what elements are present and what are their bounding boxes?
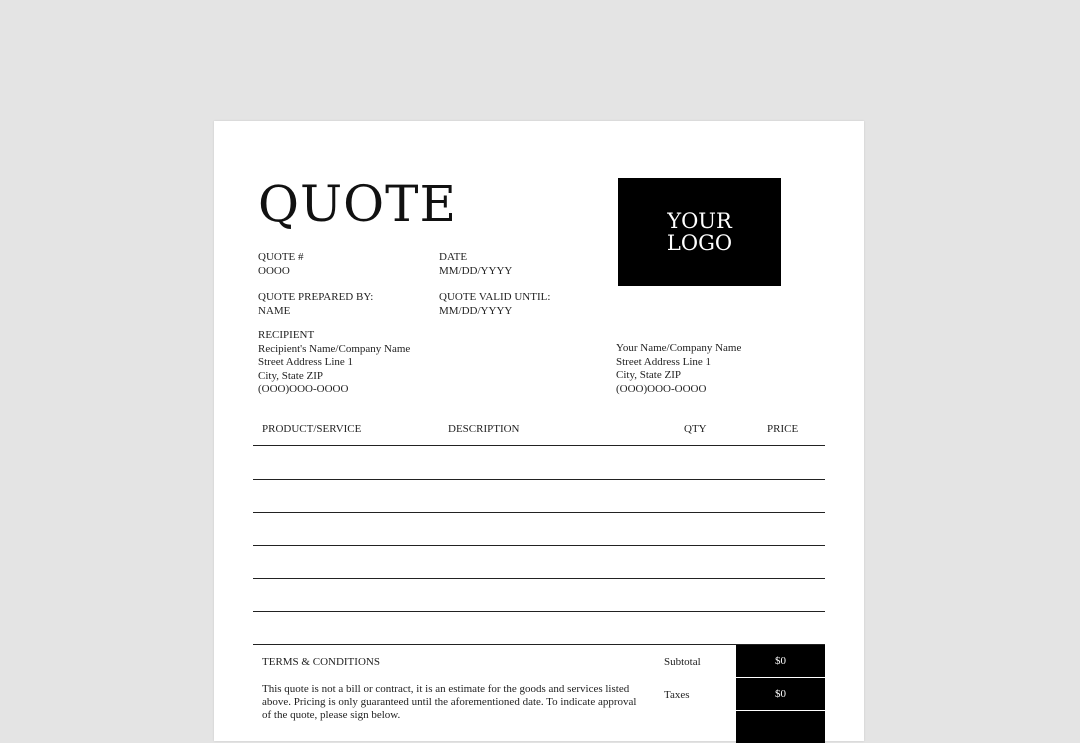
column-header-price: PRICE [767,423,799,435]
quote-number-field [258,251,304,278]
prepared-by-label: QUOTE PREPARED BY: [258,291,374,303]
prepared-by-value: NAME [258,304,291,317]
table-row-rule [253,512,825,513]
terms-label: TERMS & CONDITIONS [262,656,380,668]
taxes-value: $0 [775,688,786,700]
table-row-rule [253,479,825,480]
sender-name: Your Name/Company Name [616,342,742,354]
sender-block [616,342,741,396]
recipient-street: Street Address Line 1 [258,356,354,368]
sender-street: Street Address Line 1 [616,355,712,368]
date-value: MM/DD/YYYY [439,264,513,277]
recipient-label: RECIPIENT [258,329,315,341]
subtotal-value-cell [736,645,825,677]
sender-phone: (OOO)OOO-OOOO [616,382,707,395]
terms-body: This quote is not a bill or contract, it is an estimate for the goods and services listed above. Pricing is only guaranteed until the aforementioned date. To indicate approval of the quote, please sign below. [262,683,637,721]
recipient-name: Recipient's Name/Company Name [258,342,411,355]
recipient-city: City, State ZIP [258,369,323,382]
document-title: QUOTE [258,175,457,233]
logo-placeholder [618,178,781,286]
table-row-rule [253,611,825,612]
sender-city: City, State ZIP [616,369,681,381]
quote-document [214,121,864,741]
valid-until-label: QUOTE VALID UNTIL: [439,291,551,303]
subtotal-label: Subtotal [664,656,701,668]
valid-until-value: MM/DD/YYYY [439,304,513,317]
logo-text: YOUR LOGO [666,209,733,255]
valid-until-field [439,291,550,318]
taxes-value-cell [736,678,825,710]
recipient-block [258,329,410,397]
column-header-product: PRODUCT/SERVICE [262,423,362,435]
date-label: DATE [439,251,468,263]
subtotal-value: $0 [775,655,786,667]
date-field [439,251,512,278]
recipient-phone: (OOO)OOO-OOOO [258,383,349,395]
quote-number-value: OOOO [258,264,290,277]
column-header-qty: QTY [684,423,707,435]
table-row-rule [253,545,825,546]
quote-number-label: QUOTE # [258,251,304,263]
table-row-rule [253,578,825,579]
table-header-rule [253,445,825,446]
taxes-label: Taxes [664,689,690,701]
total-value-cell [736,711,825,743]
prepared-by-field [258,291,373,318]
column-header-description: DESCRIPTION [448,423,520,435]
